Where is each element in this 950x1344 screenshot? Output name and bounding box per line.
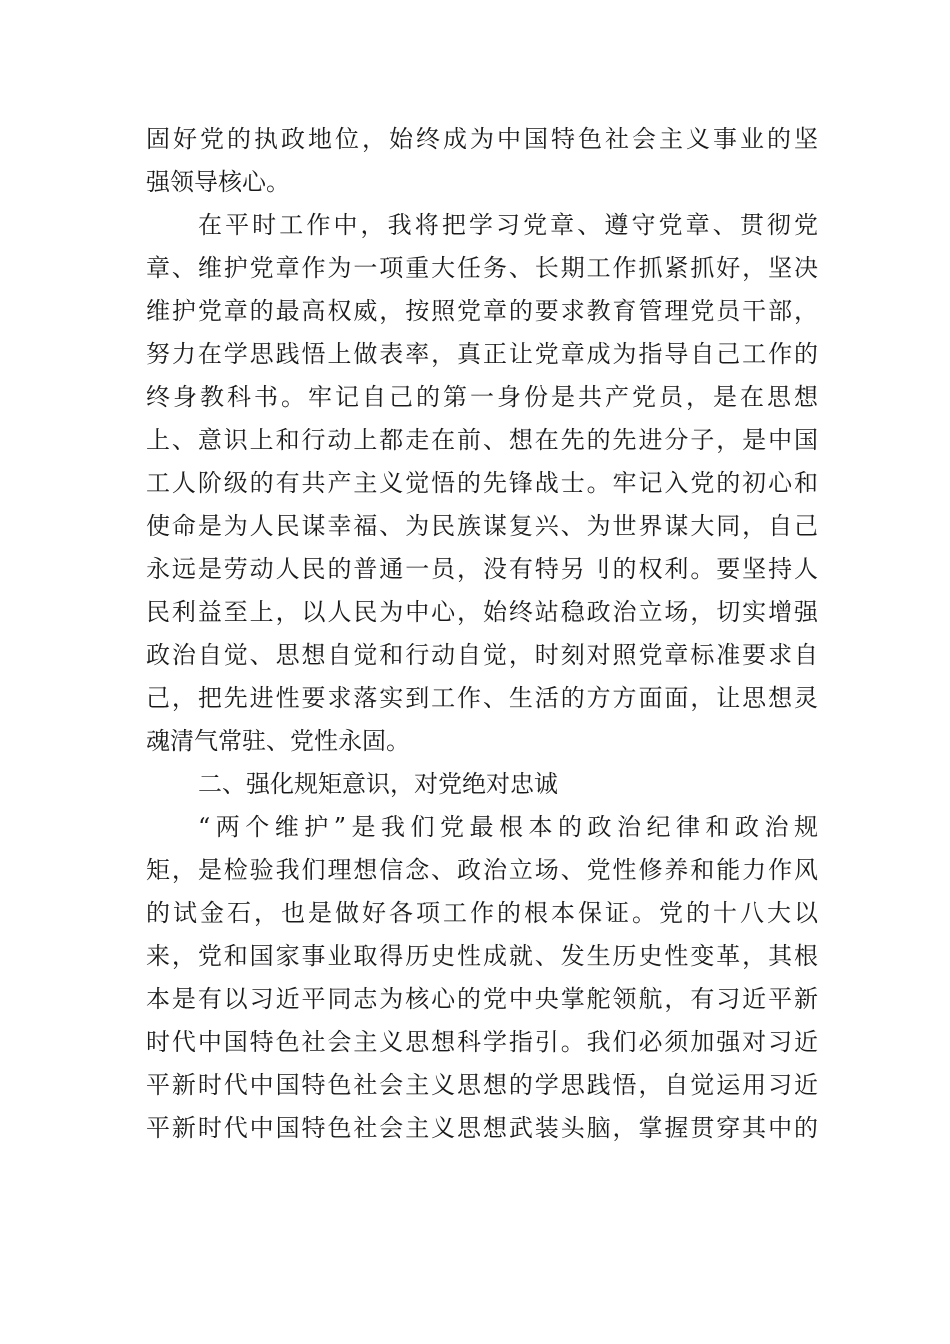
text-line-5: 维护党章的最高权威，按照党章的要求教育管理党员干部， xyxy=(146,297,818,325)
text-line-18: 矩，是检验我们理想信念、政治立场、党性修养和能力作风 xyxy=(146,856,818,884)
text-line-8: 上、意识上和行动上都走在前、想在先的先进分子，是中国 xyxy=(146,426,818,454)
text-line-4: 章、维护党章作为一项重大任务、长期工作抓紧抓好，坚决 xyxy=(146,254,818,282)
text-line-23: 平新时代中国特色社会主义思想的学思践悟，自觉运用习近 xyxy=(146,1071,818,1099)
text-line-15: 魂清气常驻、党性永固。 xyxy=(146,727,410,755)
text-line-13: 政治自觉、思想自觉和行动自觉，时刻对照党章标准要求自 xyxy=(146,641,818,669)
text-line-24: 平新时代中国特色社会主义思想武装头脑，掌握贯穿其中的 xyxy=(146,1114,818,1142)
text-line-11: 永远是劳动人民的普通一员，没有特另刂的权利。要坚持人 xyxy=(146,555,818,583)
text-line-14: 己，把先进性要求落实到工作、生活的方方面面，让思想灵 xyxy=(146,684,818,712)
text-line-20: 来，党和国家事业取得历史性成就、发生历史性变革，其根 xyxy=(146,942,818,970)
text-line-9: 工人阶级的有共产主义觉悟的先锋战士。牢记入党的初心和 xyxy=(146,469,818,497)
text-line-12: 民利益至上，以人民为中心，始终站稳政治立场，切实增强 xyxy=(146,598,818,626)
text-line-21: 本是有以习近平同志为核心的党中央掌舵领航，有习近平新 xyxy=(146,985,818,1013)
text-line-19: 的试金石，也是做好各项工作的根本保证。党的十八大以 xyxy=(146,899,818,927)
text-line-10: 使命是为人民谋幸福、为民族谋复兴、为世界谋大同，自己 xyxy=(146,512,818,540)
section-heading: 二、强化规矩意识，对党绝对忠诚 xyxy=(198,770,558,798)
text-line-22: 时代中国特色社会主义思想科学指引。我们必须加强对习近 xyxy=(146,1028,818,1056)
text-line-3: 在平时工作中，我将把学习党章、遵守党章、贯彻党 xyxy=(198,211,818,239)
text-line-2: 强领导核心。 xyxy=(146,168,290,196)
text-line-17: “两个维护”是我们党最根本的政治纪律和政治规 xyxy=(198,813,818,841)
text-line-1: 固好党的执政地位，始终成为中国特色社会主义事业的坚 xyxy=(146,125,818,153)
text-line-6: 努力在学思践悟上做表率，真正让党章成为指导自己工作的 xyxy=(146,340,818,368)
text-line-7: 终身教科书。牢记自己的第一身份是共产党员，是在思想 xyxy=(146,383,818,411)
